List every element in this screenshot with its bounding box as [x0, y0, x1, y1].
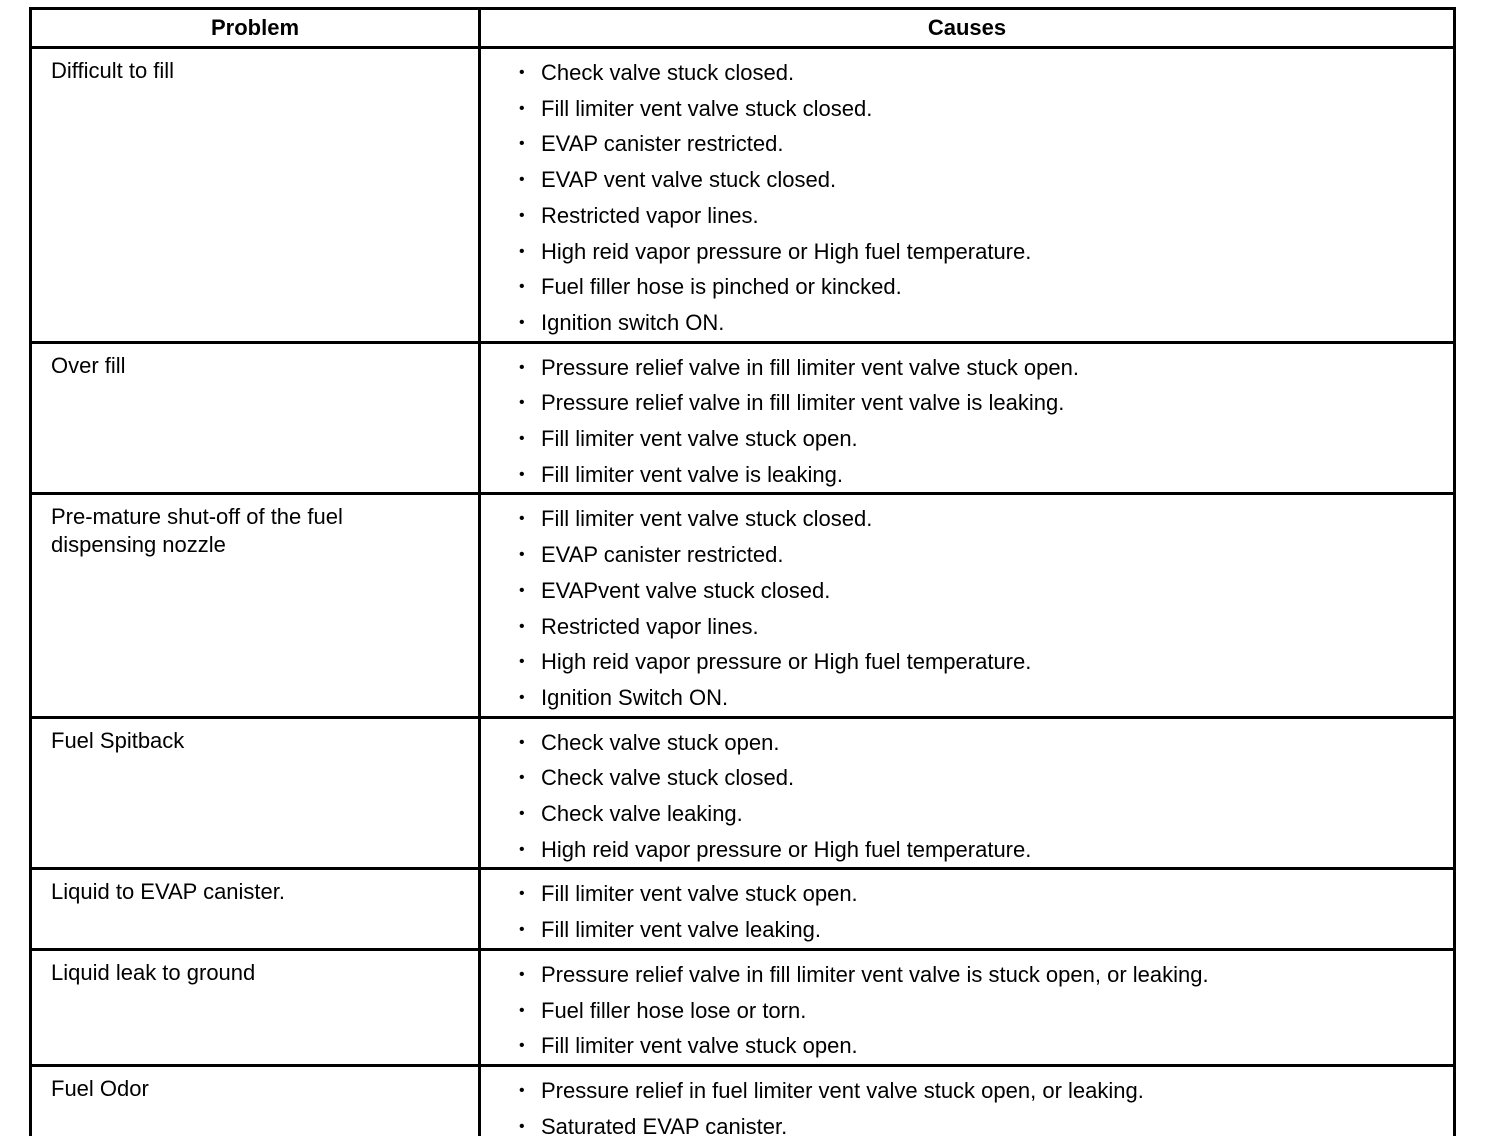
- cause-text: Check valve stuck open.: [541, 729, 780, 755]
- bullet-icon: •: [519, 430, 525, 448]
- cause-list: [517, 1073, 1453, 1136]
- cause-text: Saturated EVAP canister.: [541, 1113, 788, 1136]
- cause-text: Restricted vapor lines.: [541, 202, 759, 228]
- causes-cell: [480, 48, 1455, 343]
- cause-text: Pressure relief valve in fill limiter vent valve is leaking.: [541, 390, 1065, 416]
- bullet-icon: •: [519, 546, 525, 564]
- cause-item: [517, 126, 1453, 162]
- problem-cell: Liquid to EVAP canister.: [31, 869, 480, 949]
- causes-cell: [480, 869, 1455, 949]
- causes-cell: [480, 1065, 1455, 1136]
- causes-cell: [480, 494, 1455, 717]
- bullet-icon: •: [519, 358, 525, 376]
- cause-item: [517, 725, 1453, 761]
- cause-item: [517, 1073, 1453, 1109]
- cause-list: [517, 725, 1453, 868]
- bullet-icon: •: [519, 581, 525, 599]
- bullet-icon: •: [519, 653, 525, 671]
- cause-list: [517, 876, 1453, 947]
- cause-item: [517, 421, 1453, 457]
- cause-item: [517, 457, 1453, 493]
- cause-text: Fuel filler hose is pinched or kincked.: [541, 274, 902, 300]
- cause-item: [517, 91, 1453, 127]
- cause-item: [517, 573, 1453, 609]
- cause-item: [517, 234, 1453, 270]
- cause-item: [517, 644, 1453, 680]
- bullet-icon: •: [519, 840, 525, 858]
- bullet-icon: •: [519, 206, 525, 224]
- table-row: [31, 869, 1455, 949]
- table-row: [31, 717, 1455, 869]
- cause-item: [517, 162, 1453, 198]
- bullet-icon: •: [519, 965, 525, 983]
- cause-text: Fill limiter vent valve stuck open.: [541, 1033, 858, 1059]
- cause-text: Fill limiter vent valve stuck open.: [541, 881, 858, 907]
- cause-item: [517, 350, 1453, 386]
- cause-text: Check valve stuck closed.: [541, 60, 795, 85]
- table-row: [31, 48, 1455, 343]
- table-row: [31, 342, 1455, 494]
- cause-item: [517, 385, 1453, 421]
- cause-text: Ignition switch ON.: [541, 309, 725, 335]
- cause-item: [517, 832, 1453, 868]
- cause-text: Pressure relief in fuel limiter vent valve stuck open, or leaking.: [541, 1077, 1144, 1103]
- cause-text: Fill limiter vent valve leaking.: [541, 917, 821, 943]
- bullet-icon: •: [519, 465, 525, 483]
- bullet-icon: •: [519, 1117, 525, 1135]
- cause-item: [517, 1028, 1453, 1064]
- problem-cell: Difficult to fill: [31, 48, 480, 343]
- cause-item: [517, 993, 1453, 1029]
- cause-item: [517, 912, 1453, 948]
- cause-text: High reid vapor pressure or High fuel temperature.: [541, 649, 1032, 675]
- cause-item: [517, 876, 1453, 912]
- bullet-icon: •: [519, 1081, 525, 1099]
- bullet-icon: •: [519, 171, 525, 189]
- bullet-icon: •: [519, 1001, 525, 1019]
- bullet-icon: •: [519, 313, 525, 331]
- cause-list: [517, 957, 1453, 1064]
- cause-text: Check valve stuck closed.: [541, 765, 795, 791]
- causes-cell: [480, 949, 1455, 1065]
- cause-text: High reid vapor pressure or High fuel temperature.: [541, 836, 1032, 862]
- cause-item: [517, 680, 1453, 716]
- problem-cell: Fuel Odor: [31, 1065, 480, 1136]
- bullet-icon: •: [519, 805, 525, 823]
- problem-cell: Liquid leak to ground: [31, 949, 480, 1065]
- cause-item: [517, 609, 1453, 645]
- cause-item: [517, 198, 1453, 234]
- cause-item: [517, 305, 1453, 341]
- bullet-icon: •: [519, 769, 525, 787]
- bullet-icon: •: [519, 510, 525, 528]
- table-row: [31, 1065, 1455, 1136]
- cause-item: [517, 796, 1453, 832]
- bullet-icon: •: [519, 394, 525, 412]
- header-problem: Problem: [31, 9, 480, 48]
- header-row: [31, 9, 1455, 48]
- cause-item: [517, 1109, 1453, 1136]
- diagnosis-table: [29, 7, 1456, 1136]
- cause-text: EVAP vent valve stuck closed.: [541, 167, 837, 193]
- cause-text: Fill limiter vent valve stuck closed.: [541, 95, 873, 121]
- cause-item: [517, 537, 1453, 573]
- cause-text: Pressure relief valve in fill limiter vent valve is stuck open, or leaking.: [541, 961, 1209, 987]
- cause-text: Fill limiter vent valve stuck closed.: [541, 506, 873, 532]
- cause-text: EVAPvent valve stuck closed.: [541, 577, 831, 603]
- cause-text: Fill limiter vent valve is leaking.: [541, 461, 843, 487]
- bullet-icon: •: [519, 135, 525, 153]
- bullet-icon: •: [519, 1037, 525, 1055]
- table-row: [31, 494, 1455, 717]
- bullet-icon: •: [519, 733, 525, 751]
- bullet-icon: •: [519, 64, 525, 81]
- cause-item: [517, 957, 1453, 993]
- bullet-icon: •: [519, 885, 525, 903]
- problem-cell: Pre-mature shut-off of the fuel dispensing nozzle: [31, 494, 480, 717]
- cause-list: [517, 501, 1453, 715]
- cause-item: [517, 55, 1453, 91]
- cause-item: [517, 501, 1453, 537]
- cause-text: Check valve leaking.: [541, 801, 743, 827]
- causes-cell: [480, 717, 1455, 869]
- cause-text: EVAP canister restricted.: [541, 542, 784, 568]
- cause-text: Fill limiter vent valve stuck open.: [541, 426, 858, 452]
- bullet-icon: •: [519, 99, 525, 117]
- cause-text: High reid vapor pressure or High fuel temperature.: [541, 238, 1032, 264]
- bullet-icon: •: [519, 921, 525, 939]
- problem-cell: Fuel Spitback: [31, 717, 480, 869]
- cause-text: Fuel filler hose lose or torn.: [541, 997, 807, 1023]
- cause-item: [517, 269, 1453, 305]
- problem-cell: Over fill: [31, 342, 480, 494]
- bullet-icon: •: [519, 278, 525, 296]
- bullet-icon: •: [519, 242, 525, 260]
- cause-list: [517, 350, 1453, 493]
- cause-item: [517, 760, 1453, 796]
- table-row: [31, 949, 1455, 1065]
- cause-text: Restricted vapor lines.: [541, 613, 759, 639]
- cause-list: [517, 55, 1453, 341]
- bullet-icon: •: [519, 688, 525, 706]
- header-causes: Causes: [480, 9, 1455, 48]
- bullet-icon: •: [519, 617, 525, 635]
- cause-text: Ignition Switch ON.: [541, 684, 729, 710]
- cause-text: Pressure relief valve in fill limiter vent valve stuck open.: [541, 354, 1079, 380]
- cause-text: EVAP canister restricted.: [541, 131, 784, 157]
- causes-cell: [480, 342, 1455, 494]
